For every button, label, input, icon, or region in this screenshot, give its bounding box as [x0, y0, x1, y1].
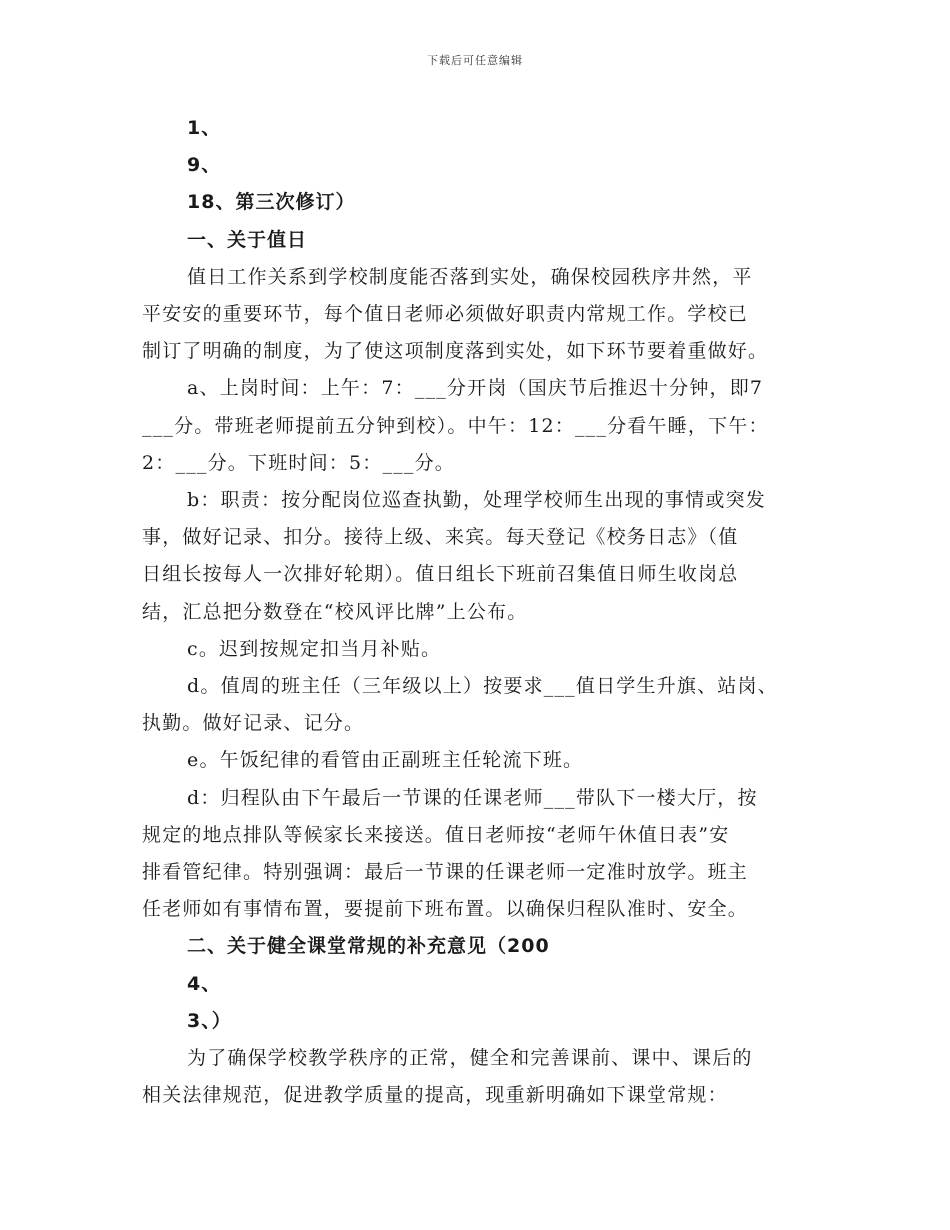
heading-line: 3、） [187, 1009, 232, 1032]
paragraph-line: 事，做好记录、扣分。接待上级、来宾。每天登记《校务日志》（值 [142, 526, 739, 549]
paragraph-line: d：归程队由下午最后一节课的任课老师___带队下一楼大厅，按 [187, 786, 758, 809]
paragraph-line: e。午饭纪律的看管由正副班主任轮流下班。 [187, 749, 584, 772]
heading-line: 二、关于健全课堂常规的补充意见（200 [187, 935, 550, 958]
heading-line: 4、 [187, 972, 222, 995]
paragraph-line: d。值周的班主任（三年级以上）按要求___值日学生升旗、站岗、 [187, 675, 778, 698]
paragraph-line: 相关法律规范，促进教学质量的提高，现重新明确如下课堂常规： [142, 1084, 728, 1107]
paragraph-line: c。迟到按规定扣当月补贴。 [187, 637, 442, 660]
paragraph-line: 为了确保学校教学秩序的正常，健全和完善课前、课中、课后的 [187, 1047, 753, 1070]
paragraph-line: 制订了明确的制度，为了使这项制度落到实处，如下环节要着重做好。 [142, 340, 769, 363]
header-note: 下载后可任意编辑 [427, 54, 523, 67]
paragraph-line: 值日工作关系到学校制度能否落到实处，确保校园秩序井然，平 [187, 265, 753, 288]
paragraph-line: 执勤。做好记录、记分。 [142, 712, 365, 735]
paragraph-line: a、上岗时间：上午：7：___分开岗（国庆节后推迟十分钟，即7 [187, 377, 764, 400]
paragraph-line: b：职责：按分配岗位巡查执勤，处理学校师生出现的事情或突发 [187, 489, 766, 512]
paragraph-line: 任老师如有事情布置，要提前下班布置。以确保归程队准时、安全。 [142, 898, 749, 921]
heading-line: 一、关于值日 [187, 228, 308, 251]
heading-line: 9、 [187, 154, 222, 177]
document-body [142, 110, 822, 1114]
paragraph-line: 平安安的重要环节，每个值日老师必须做好职责内常规工作。学校已 [142, 303, 749, 326]
paragraph-line: 日组长按每人一次排好轮期）。值日组长下班前召集值日师生收岗总 [142, 563, 739, 586]
paragraph-line: ___分。带班老师提前五分钟到校）。中午：12：___分看午睡，下午： [142, 414, 769, 437]
paragraph-line: 规定的地点排队等候家长来接送。值日老师按“老师午休值日表”安 [142, 823, 730, 846]
heading-line: 1、 [187, 117, 222, 139]
paragraph-line: 2：___分。下班时间：5：___分。 [142, 451, 455, 474]
paragraph-line: 结，汇总把分数登在“校风评比牌”上公布。 [142, 600, 528, 623]
heading-line: 18、第三次修订） [187, 191, 356, 214]
paragraph-line: 排看管纪律。特别强调：最后一节课的任课老师一定准时放学。班主 [142, 861, 749, 884]
